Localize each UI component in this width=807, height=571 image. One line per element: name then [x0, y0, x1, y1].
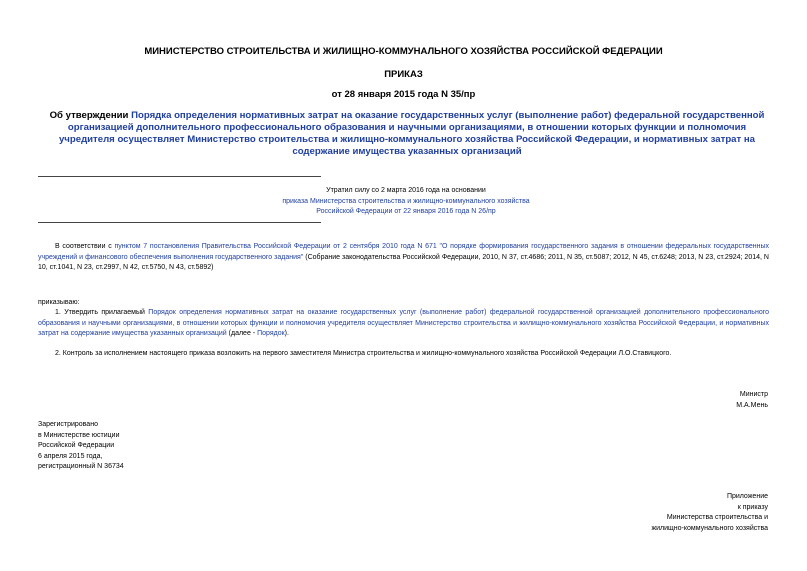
order-word: приказываю:	[38, 299, 80, 306]
registration-line: Российской Федерации	[38, 442, 115, 449]
appendix-line: Министерства строительства и	[666, 514, 768, 521]
title-prefix: Об утверждении	[49, 110, 132, 121]
preamble-text: В соответствии с	[55, 243, 115, 250]
appendix-line: жилищно-коммунального хозяйства	[651, 524, 768, 532]
preamble-text: (Собрание законодательства Российской Федерации, 2010, N 37, ст.4686; 2011, N 35, ст.5087; 2012, N 45, ст.6248; 2013, N 23, ст.2924; 2014, N 10, ст.1041, N 23, ст.2997, N 42, ст.5750, N 43, ст.5892)	[38, 253, 769, 271]
registration-line: Зарегистрировано	[38, 421, 98, 428]
date-number: от 28 января 2015 года N 35/пр	[331, 89, 476, 100]
appendix-line: к приказу	[737, 503, 768, 511]
registration-line: регистрационный N 36734	[38, 463, 124, 470]
note-link[interactable]: приказа Министерства строительства и жилищно-коммунального хозяйства	[282, 197, 530, 205]
divider-top	[38, 176, 321, 177]
title-link[interactable]: Порядка определения нормативных затрат на оказание государственных услуг (выполнение работ) федеральной государственной организацией дополнительного профессионального образования и научными организациями, в отношении которых функции и полномочия учредителя осуществляет Министерство строительства и жилищно-коммунального хозяйства Российской Федерации, и нормативных затрат на содержание имущества указанных организаций	[58, 110, 765, 157]
ministry-heading: МИНИСТЕРСТВО СТРОИТЕЛЬСТВА И ЖИЛИЩНО-КОММУНАЛЬНОГО ХОЗЯЙСТВА РОССИЙСКОЙ ФЕДЕРАЦИИ	[144, 46, 663, 57]
appendix-line: Приложение	[726, 493, 768, 500]
note-link[interactable]: Российской Федерации от 22 января 2016 года N 26/пр	[316, 208, 496, 215]
preamble-link[interactable]: пунктом 7 постановления Правительства Российской Федерации от 2 сентября 2010 года N 671 "О порядке формирования государственного задания в отношении федеральных государственных учреждений и финансового обеспечения выполнения государственного задания"	[38, 243, 770, 261]
note-line: Утратил силу со 2 марта 2016 года на основании	[326, 187, 486, 194]
item-1-link[interactable]: Порядок	[257, 330, 285, 337]
signature-position: Министр	[739, 391, 768, 398]
item-1-link[interactable]: Порядок определения нормативных затрат на оказание государственных услуг (выполнение работ) федеральной государственной организацией дополнительного профессионального образования и научными организациями, в отношении которых функции и полномочия учредителя осуществляет Министерство строительства и жилищно-коммунального хозяйства Российской Федерации, и нормативных затрат на содержание имущества указанных организаций	[38, 309, 770, 337]
item-1	[38, 308, 769, 340]
document-title	[40, 110, 774, 158]
registration-block	[38, 420, 238, 473]
preamble-paragraph	[38, 242, 769, 274]
item-1-text: (далее -	[226, 330, 258, 337]
registration-line: 6 апреля 2015 года,	[38, 452, 103, 460]
signature-block	[600, 390, 768, 411]
registration-line: в Министерстве юстиции	[38, 431, 120, 439]
repeal-note	[200, 186, 612, 218]
divider-bottom	[38, 222, 321, 223]
item-1-text: ).	[284, 330, 289, 337]
item-1-text: 1. Утвердить прилагаемый	[55, 309, 149, 316]
signature-name: М.А.Мень	[736, 401, 768, 409]
item-2: 2. Контроль за исполнением настоящего приказа возложить на первого заместителя Министра строительства и жилищно-коммунального хозяйства Российской Федерации Л.О.Ставицкого.	[55, 350, 672, 357]
appendix-block	[560, 492, 768, 534]
doc-type-heading: ПРИКАЗ	[384, 69, 423, 80]
